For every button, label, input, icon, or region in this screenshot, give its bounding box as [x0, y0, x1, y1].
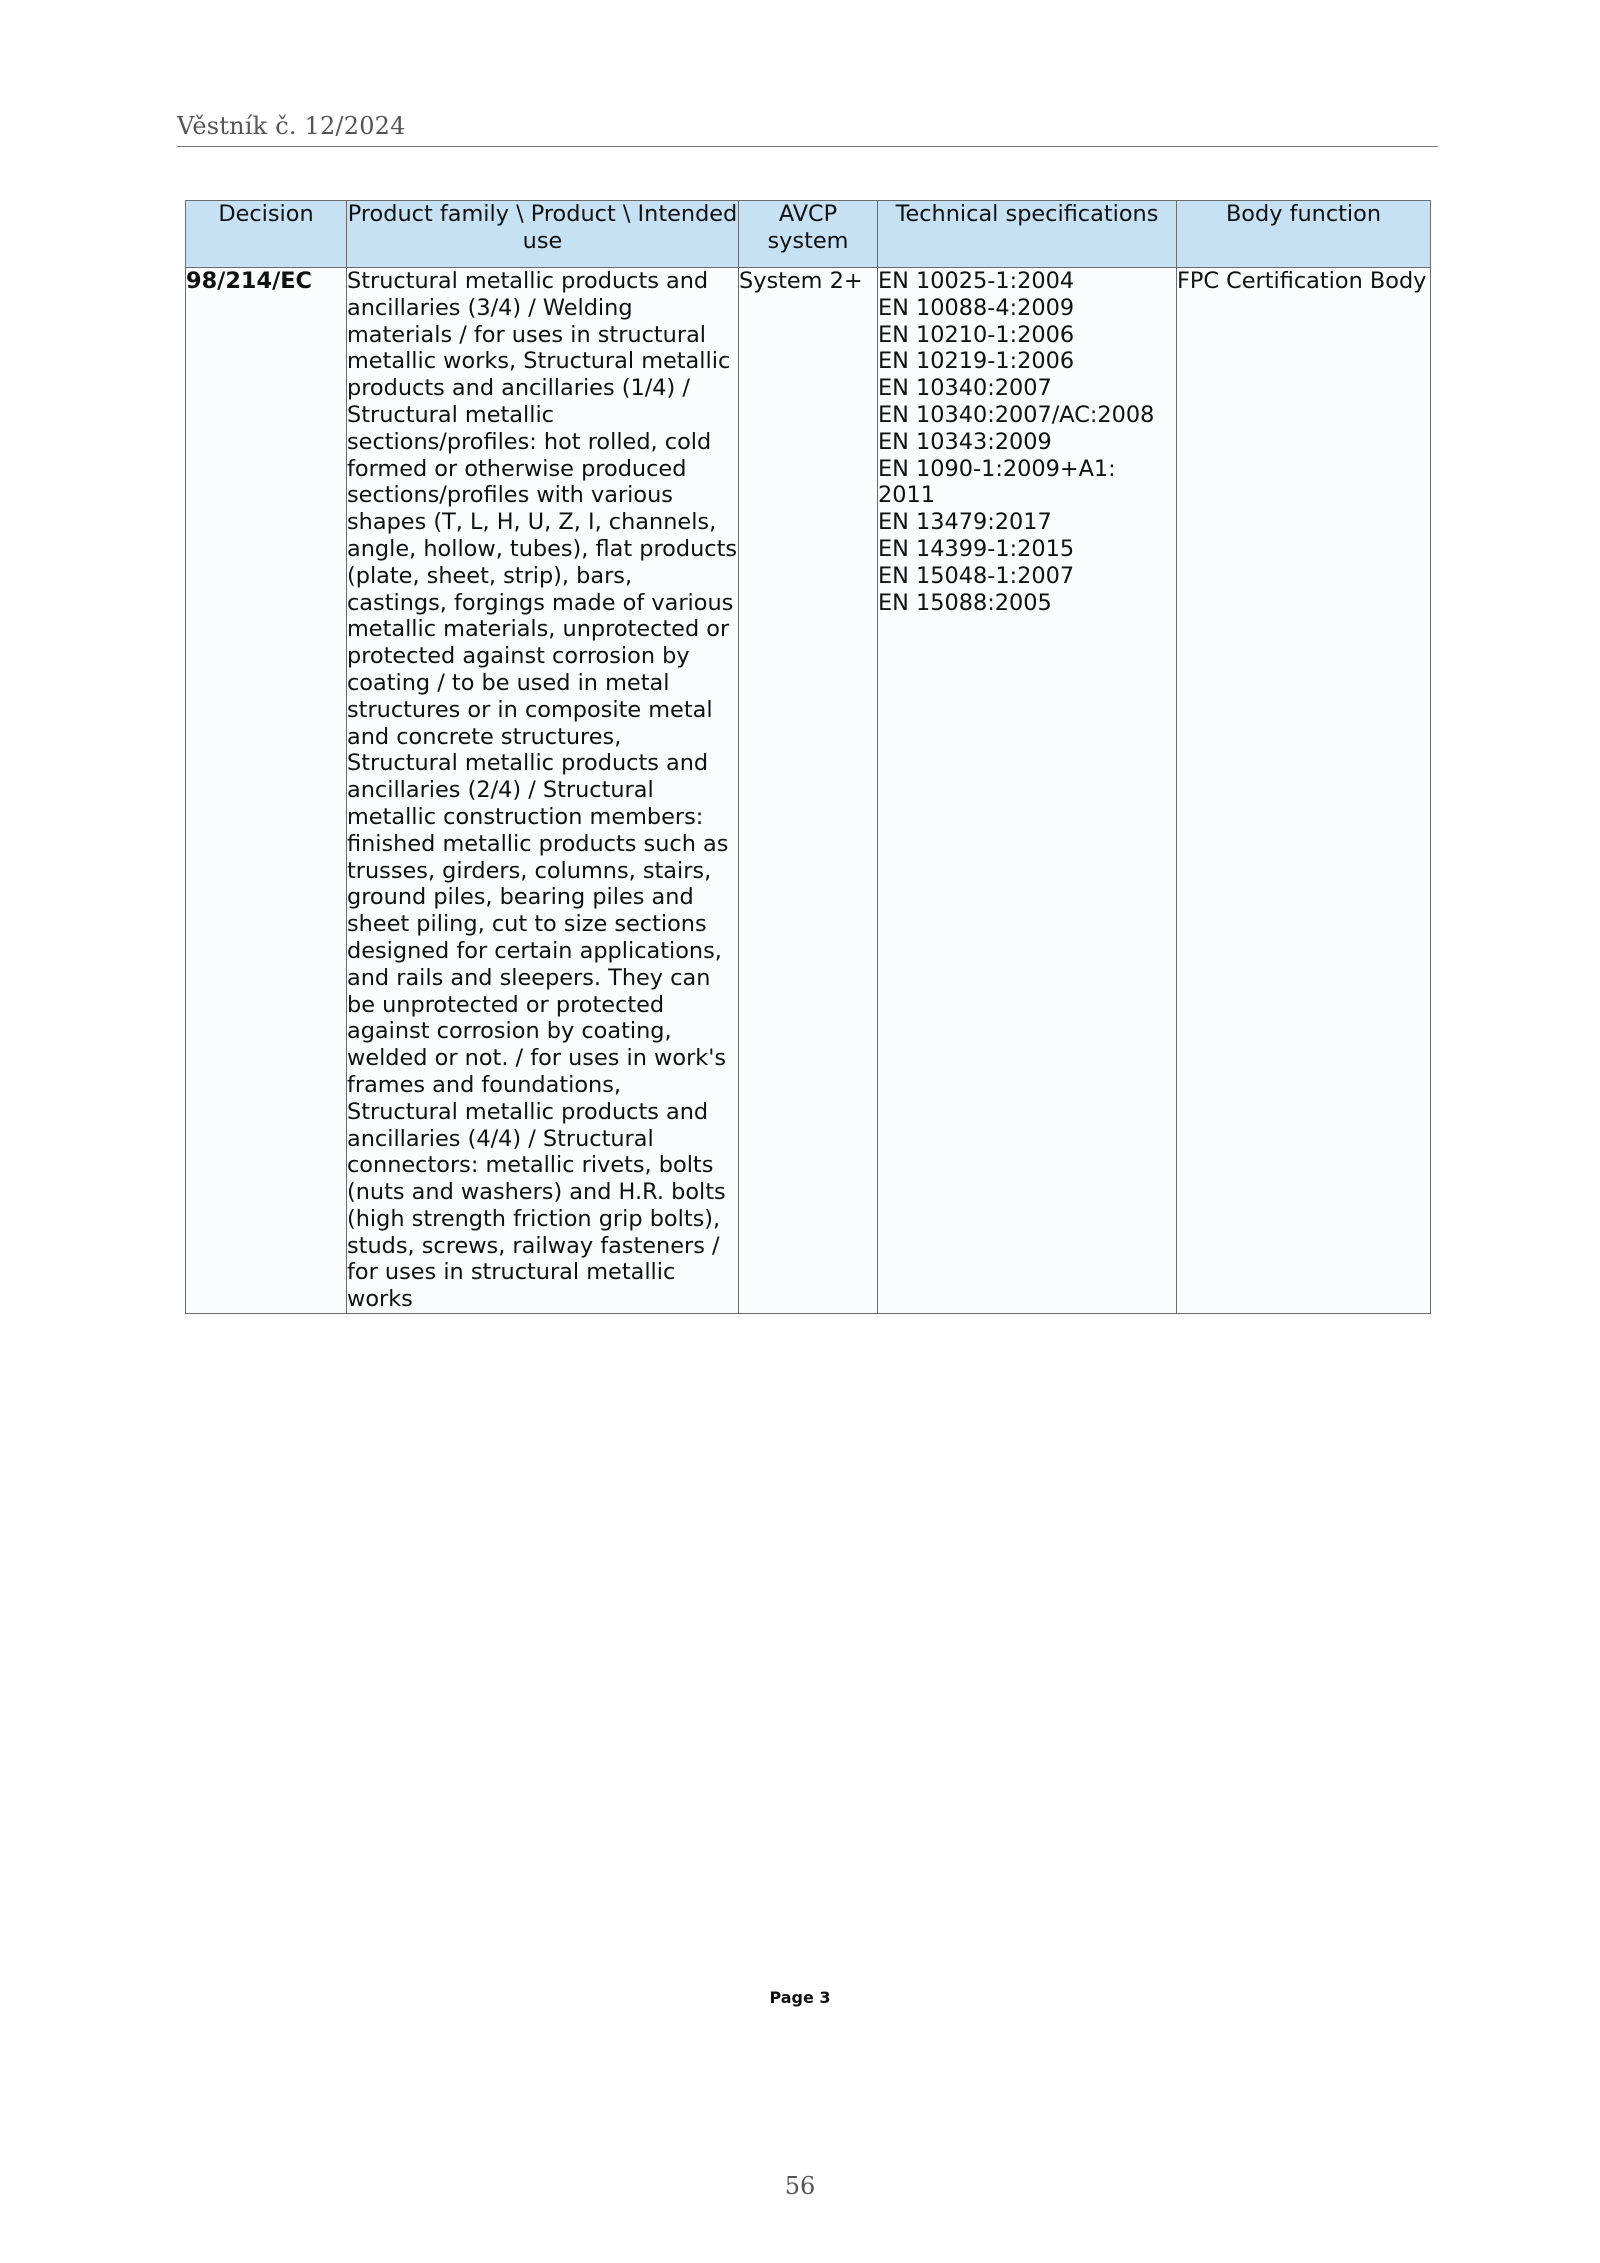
header-product: Product family \ Product \ Intended use [347, 201, 739, 268]
spec-item: EN 1090-1:2009+A1: 2011 [878, 455, 1116, 509]
running-header: Věstník č. 12/2024 [177, 112, 406, 140]
page-label: Page 3 [769, 1988, 831, 2007]
spec-item: EN 14399-1:2015 [878, 535, 1075, 562]
spec-item: EN 15048-1:2007 [878, 562, 1075, 589]
decision-table [185, 200, 1431, 1314]
spec-item: EN 10340:2007 [878, 375, 1052, 402]
spec-item: EN 10343:2009 [878, 428, 1052, 455]
header-body-function: Body function [1177, 201, 1431, 268]
table-row [186, 268, 1431, 1314]
spec-item: EN 15088:2005 [878, 589, 1052, 616]
spec-item: EN 13479:2017 [878, 509, 1052, 536]
spec-item: EN 10088-4:2009 [878, 294, 1075, 321]
header-decision: Decision [186, 201, 347, 268]
spec-item: EN 10025-1:2004 [878, 268, 1075, 294]
table-header-row [186, 201, 1431, 268]
page-number: 56 [784, 2172, 816, 2200]
cell-decision: 98/214/EC [186, 268, 347, 1314]
cell-body-function: FPC Certification Body [1177, 268, 1431, 1314]
header-technical-specifications: Technical specifications [878, 201, 1177, 268]
spec-item: EN 10210-1:2006 [878, 321, 1075, 348]
header-avcp: AVCP system [739, 201, 878, 268]
spec-item: EN 10340:2007/AC:2008 [878, 401, 1155, 428]
cell-avcp: System 2+ [739, 268, 878, 1314]
cell-product: Structural metallic products and ancillaries (3/4) / Welding materials / for uses in structural metallic works, Structural metallic products and ancillaries (1/4) / Structural metallic sections/profiles: hot rolled, cold formed or otherwise produced sections/profiles with various shapes (T, L, H, U, Z, I, channels, angle, hollow, tubes), flat products (plate, sheet, strip), bars, castings, forgings made of various metallic materials, unprotected or protected against corrosion by coating / to be used in metal structures or in composite metal and concrete structures, Structural metallic products and ancillaries (2/4) / Structural metallic construction members: finished metallic products such as trusses, girders, columns, stairs, ground piles, bearing piles and sheet piling, cut to size sections designed for certain applications, and rails and sleepers. They can be unprotected or protected against corrosion by coating, welded or not. / for uses in work's frames and foundations, Structural metallic products and ancillaries (4/4) / Structural connectors: metallic rivets, bolts (nuts and washers) and H.R. bolts (high strength friction grip bolts), studs, screws, railway fasteners / for uses in structural metallic works [347, 268, 738, 1313]
header-divider [177, 146, 1438, 147]
cell-technical-specifications [878, 268, 1177, 1314]
spec-item: EN 10219-1:2006 [878, 348, 1075, 375]
